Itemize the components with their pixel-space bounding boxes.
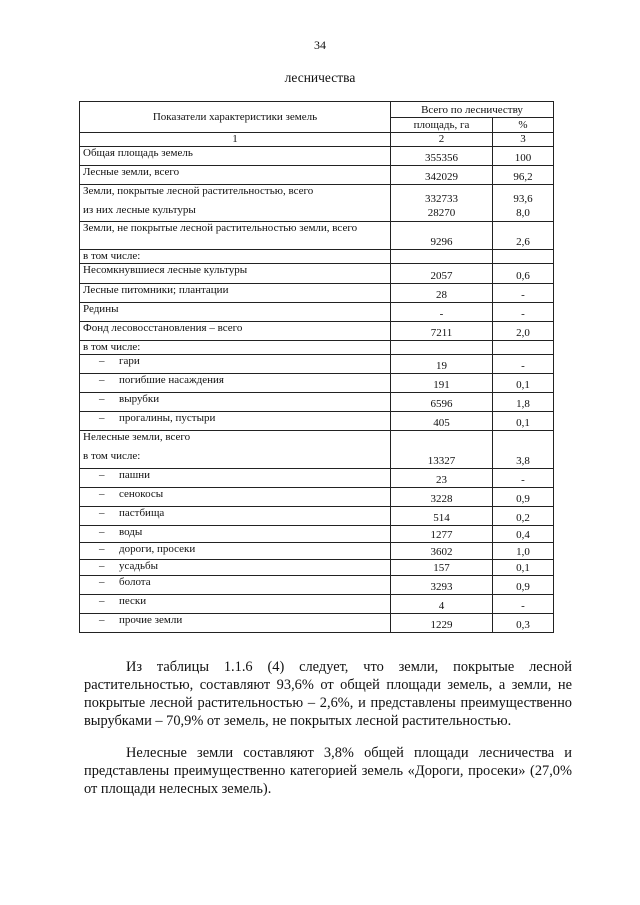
- dash-marker: –: [99, 595, 105, 607]
- dash-marker: –: [99, 507, 105, 519]
- table-row: [80, 526, 554, 543]
- paragraph-2: Нелесные земли составляют 3,8% общей площади лесничества и представлены преимущественно категорией земель «Дороги, просеки» (27,0% от площади нелесных земель).: [84, 745, 572, 797]
- row-percent: 0,2: [493, 507, 554, 526]
- row-label: Нелесные земли, всего: [83, 431, 191, 443]
- row-percent: 0,4: [493, 526, 554, 543]
- table-row: [80, 303, 554, 322]
- dash-marker: –: [99, 469, 105, 481]
- dash-marker: –: [99, 614, 105, 626]
- table-row: [80, 560, 554, 576]
- row-percent: -: [493, 303, 554, 322]
- row-area: 1229: [391, 614, 493, 633]
- row-area: 3602: [391, 543, 493, 560]
- row-area: 3293: [391, 576, 493, 595]
- row-area: 9296: [391, 222, 493, 250]
- dash-marker: –: [99, 526, 105, 538]
- row-percent: 100: [493, 147, 554, 166]
- row-label-cell: [80, 250, 391, 264]
- row-label-cell: [80, 185, 391, 222]
- row-area: 3228: [391, 488, 493, 507]
- row-label-cell: [80, 355, 391, 374]
- header-area: площадь, га: [391, 118, 493, 133]
- row-label: Общая площадь земель: [83, 147, 193, 159]
- row-label-cell: [80, 393, 391, 412]
- dash-marker: –: [99, 543, 105, 555]
- header-percent: %: [493, 118, 554, 133]
- land-characteristics-table: [79, 101, 554, 633]
- row-label: пески: [119, 595, 147, 607]
- row-area: 4: [391, 595, 493, 614]
- dash-marker: –: [99, 488, 105, 500]
- table-row: [80, 393, 554, 412]
- row-percent: 0,3: [493, 614, 554, 633]
- table-row: [80, 322, 554, 341]
- row-area: 342029: [391, 166, 493, 185]
- row-area: 405: [391, 412, 493, 431]
- table-row: [80, 284, 554, 303]
- column-number-2: 2: [391, 133, 493, 147]
- table-row: [80, 147, 554, 166]
- row-area: [391, 250, 493, 264]
- header-indicator: Показатели характеристики земель: [80, 102, 391, 133]
- table-row: [80, 469, 554, 488]
- row-label-cell: [80, 374, 391, 393]
- dash-marker: –: [99, 355, 105, 367]
- row-label: в том числе:: [83, 250, 141, 262]
- row-percent: 2,0: [493, 322, 554, 341]
- row-label-cell: [80, 507, 391, 526]
- row-label-cell: [80, 431, 391, 469]
- row-percent: 0,9: [493, 576, 554, 595]
- row-label: Земли, покрытые лесной растительностью, всего: [83, 185, 314, 197]
- row-percent: -: [493, 469, 554, 488]
- row-area: -: [391, 303, 493, 322]
- row-percent: 0,1: [493, 374, 554, 393]
- row-label-cell: [80, 412, 391, 431]
- row-label-cell: [80, 560, 391, 576]
- row-percent: [493, 250, 554, 264]
- row-sublabel: из них лесные культуры: [83, 204, 196, 216]
- row-percent: 1,0: [493, 543, 554, 560]
- table-row: [80, 576, 554, 595]
- row-label: вырубки: [119, 393, 160, 405]
- row-percent: -: [493, 284, 554, 303]
- table-row: [80, 374, 554, 393]
- row-label-cell: [80, 166, 391, 185]
- dash-marker: –: [99, 560, 105, 572]
- row-label-cell: [80, 264, 391, 284]
- table-body: [80, 147, 554, 633]
- row-percent: 0,9: [493, 488, 554, 507]
- dash-marker: –: [99, 576, 105, 588]
- row-area: 157: [391, 560, 493, 576]
- dash-marker: –: [99, 374, 105, 386]
- table-row: [80, 543, 554, 560]
- row-percent: -: [493, 595, 554, 614]
- column-number-1: 1: [80, 133, 391, 147]
- row-label-cell: [80, 469, 391, 488]
- header-group: Всего по лесничеству: [391, 102, 554, 118]
- row-label: гари: [119, 355, 140, 367]
- row-percent: 93,6 8,0: [493, 185, 554, 222]
- row-label-cell: [80, 147, 391, 166]
- row-label: пастбища: [119, 507, 165, 519]
- table-row: [80, 264, 554, 284]
- row-label: Земли, не покрытые лесной растительностью земли, всего: [83, 222, 358, 234]
- row-label-cell: [80, 576, 391, 595]
- row-label: сенокосы: [119, 488, 164, 500]
- row-area: 7211: [391, 322, 493, 341]
- row-percent: 1,8: [493, 393, 554, 412]
- row-label-cell: [80, 303, 391, 322]
- table-row: [80, 614, 554, 633]
- row-label: болота: [119, 576, 151, 588]
- table-row: [80, 595, 554, 614]
- row-label: дороги, просеки: [119, 543, 196, 555]
- row-percent: 3,8: [493, 431, 554, 469]
- row-area: 332733 28270: [391, 185, 493, 222]
- row-area: 2057: [391, 264, 493, 284]
- table-row: [80, 488, 554, 507]
- table-row: [80, 166, 554, 185]
- table-row: [80, 341, 554, 355]
- row-area: 355356: [391, 147, 493, 166]
- row-label-cell: [80, 543, 391, 560]
- row-label-cell: [80, 322, 391, 341]
- table-row: [80, 355, 554, 374]
- dash-marker: –: [99, 412, 105, 424]
- row-percent: -: [493, 355, 554, 374]
- row-label-cell: [80, 595, 391, 614]
- row-label: Лесные питомники; плантации: [83, 284, 229, 296]
- row-label: Редины: [83, 303, 119, 315]
- page-number: 34: [314, 38, 326, 52]
- table-row: [80, 412, 554, 431]
- row-label-cell: [80, 488, 391, 507]
- dash-marker: –: [99, 393, 105, 405]
- row-label: прогалины, пустыри: [119, 412, 216, 424]
- row-area: 514: [391, 507, 493, 526]
- table-row: [80, 250, 554, 264]
- row-percent: 96,2: [493, 166, 554, 185]
- row-area: 1277: [391, 526, 493, 543]
- row-percent: [493, 341, 554, 355]
- row-label: в том числе:: [83, 341, 141, 353]
- paragraph-1: Из таблицы 1.1.6 (4) следует, что земли, покрытые лесной растительностью, составляют 93,6% от общей площади земель, а земли, не покрытые лесной растительностью – 2,6%, и представлены преимущественно вырубками – 70,9% от земель, не покрытых лесной растительностью.: [84, 659, 572, 729]
- row-percent: 0,1: [493, 412, 554, 431]
- row-label-cell: [80, 341, 391, 355]
- column-number-3: 3: [493, 133, 554, 147]
- table-row: [80, 222, 554, 250]
- row-area: 23: [391, 469, 493, 488]
- row-percent: 0,1: [493, 560, 554, 576]
- row-label: Фонд лесовосстановления – всего: [83, 322, 243, 334]
- row-percent: 0,6: [493, 264, 554, 284]
- row-area: 19: [391, 355, 493, 374]
- row-sublabel: в том числе:: [83, 450, 141, 462]
- row-label-cell: [80, 526, 391, 543]
- row-label: прочие земли: [119, 614, 183, 626]
- row-area: 13327: [391, 431, 493, 469]
- row-label-cell: [80, 222, 391, 250]
- row-label-cell: [80, 614, 391, 633]
- row-area: 6596: [391, 393, 493, 412]
- row-label: погибшие насаждения: [119, 374, 224, 386]
- row-percent: 2,6: [493, 222, 554, 250]
- table-row: [80, 185, 554, 222]
- row-label-cell: [80, 284, 391, 303]
- row-area: 191: [391, 374, 493, 393]
- row-label: Несомкнувшиеся лесные культуры: [83, 264, 248, 276]
- table-row: [80, 431, 554, 469]
- row-label: пашни: [119, 469, 151, 481]
- table-caption: лесничества: [284, 70, 356, 85]
- row-label: Лесные земли, всего: [83, 166, 180, 178]
- row-area: [391, 341, 493, 355]
- table-row: [80, 507, 554, 526]
- row-label: усадьбы: [119, 560, 158, 572]
- row-area: 28: [391, 284, 493, 303]
- row-label: воды: [119, 526, 143, 538]
